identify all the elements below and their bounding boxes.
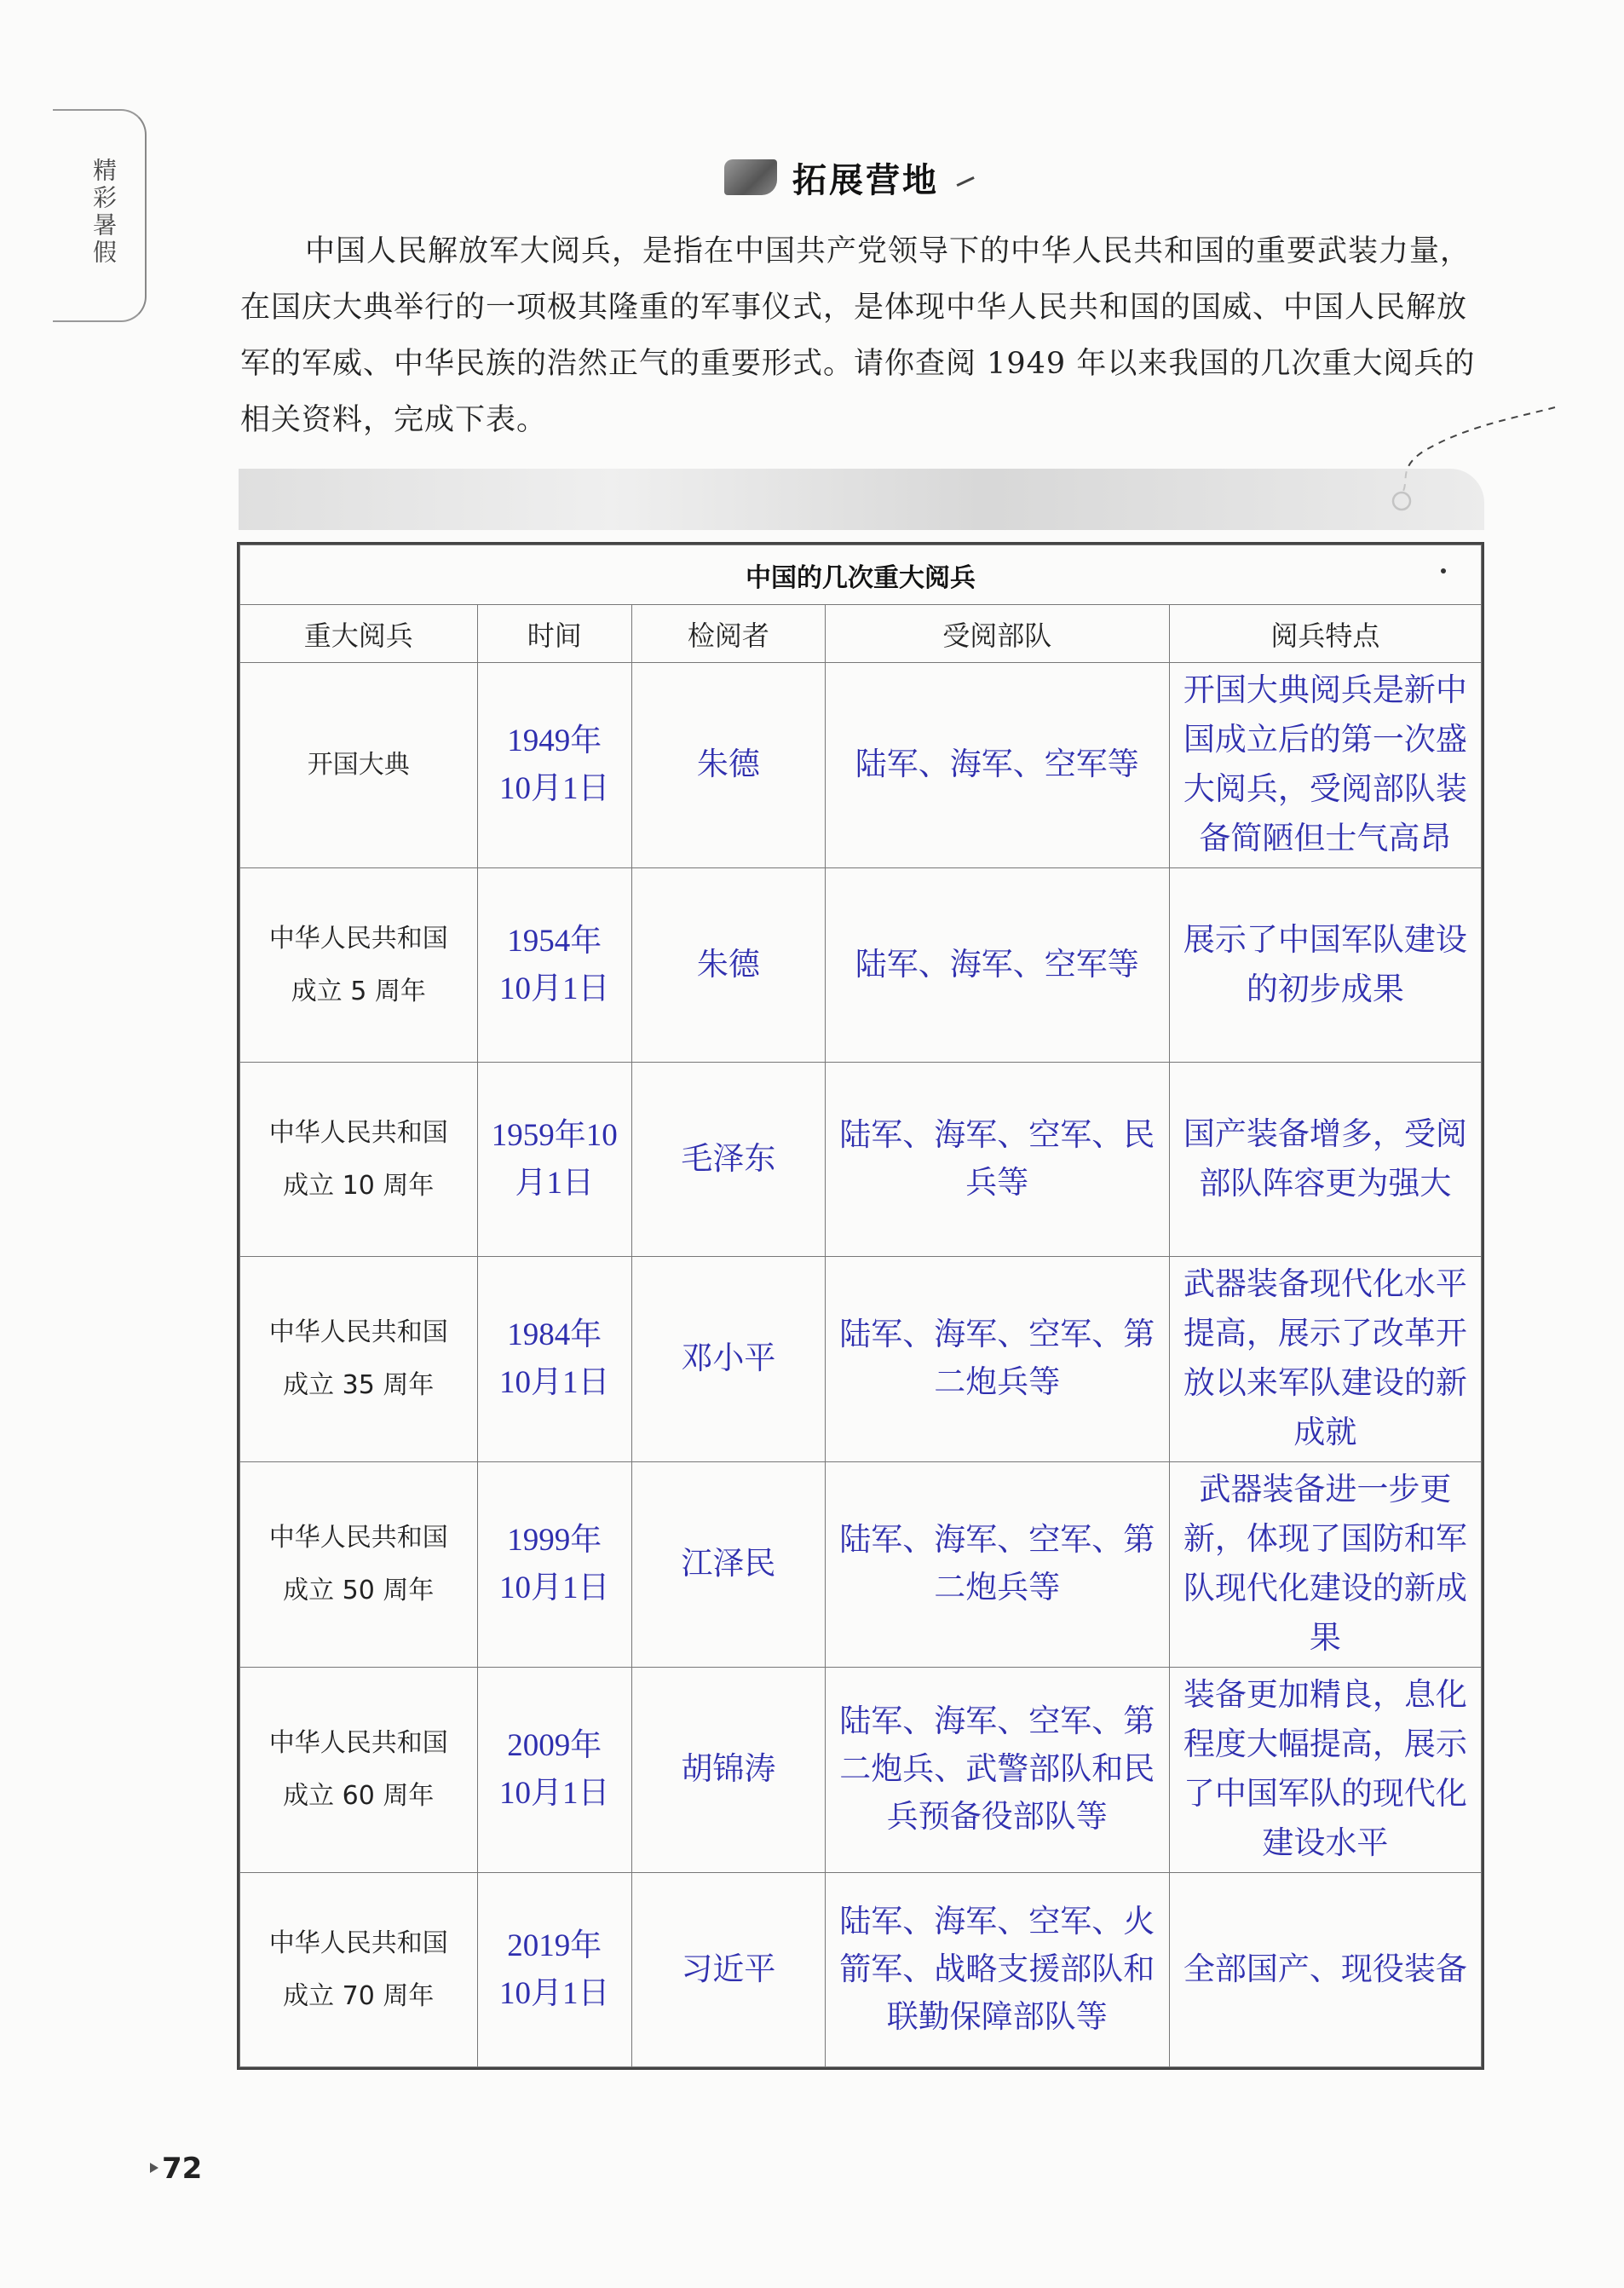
reviewer-cell: 习近平 — [631, 1873, 825, 2067]
time-line2: 10月1日 — [499, 771, 610, 806]
troops-cell: 陆军、海军、空军等 — [825, 663, 1169, 868]
feature-cell: 展示了中国军队建设的初步成果 — [1169, 868, 1481, 1063]
feature-cell: 全部国产、现役装备 — [1169, 1873, 1481, 2067]
event-cell — [240, 663, 478, 868]
time-cell — [477, 663, 631, 868]
time-line2: 10月1日 — [499, 1975, 610, 2011]
troops-cell: 陆军、海军、空军、第二炮兵等 — [825, 1257, 1169, 1462]
troops-cell: 陆军、海军、空军、民兵等 — [825, 1063, 1169, 1257]
time-cell — [477, 1462, 631, 1668]
event-cell — [240, 868, 478, 1063]
event-line2: 成立 5 周年 — [291, 976, 426, 1006]
table-row — [240, 1462, 1482, 1668]
parade-table — [237, 542, 1484, 2070]
intro-paragraph: 中国人民解放军大阅兵，是指在中国共产党领导下的中华人民共和国的重要武装力量，在国庆大典举行的一项极其隆重的军事仪式，是体现中华人民共和国的国威、中国人民解放军的军威、中华民族的浩然正气的重要形式。请你查阅 1949 年以来我国的几次重大阅兵的相关资料，完成下表。 — [240, 234, 1476, 437]
troops-cell: 陆军、海军、空军等 — [825, 868, 1169, 1063]
feature-cell: 武器装备进一步更新，体现了国防和军队现代化建设的新成果 — [1169, 1462, 1481, 1668]
time-line2: 10月1日 — [499, 971, 610, 1006]
section-header — [724, 152, 973, 203]
table-caption: 中国的几次重大阅兵 — [240, 545, 1482, 605]
event-line1: 开国大典 — [307, 750, 410, 780]
time-line1: 2019年 — [507, 1928, 602, 1963]
header-event: 重大阅兵 — [240, 605, 478, 663]
time-cell — [477, 1257, 631, 1462]
troops-cell: 陆军、海军、空军、第二炮兵、武警部队和民兵预备役部队等 — [825, 1668, 1169, 1873]
event-line2: 成立 70 周年 — [283, 1980, 435, 2011]
table-row — [240, 1873, 1482, 2067]
header-features: 阅兵特点 — [1169, 605, 1481, 663]
event-line1: 中华人民共和国 — [268, 1728, 448, 1758]
table-row — [240, 663, 1482, 868]
time-cell — [477, 1668, 631, 1873]
table-row — [240, 1668, 1482, 1873]
time-line2: 月1日 — [515, 1165, 594, 1201]
event-line1: 中华人民共和国 — [268, 923, 448, 954]
table-banner — [239, 469, 1484, 530]
brush-stroke-icon — [724, 159, 777, 195]
event-cell — [240, 1668, 478, 1873]
event-line2: 成立 60 周年 — [283, 1781, 435, 1811]
event-cell — [240, 1873, 478, 2067]
page-arrow-icon — [150, 2163, 158, 2173]
event-line1: 中华人民共和国 — [268, 1523, 448, 1553]
page-number: 72 — [162, 2152, 203, 2186]
reviewer-cell: 朱德 — [631, 868, 825, 1063]
time-cell — [477, 1873, 631, 2067]
troops-cell: 陆军、海军、空军、火箭军、战略支援部队和联勤保障部队等 — [825, 1873, 1169, 2067]
table-row — [240, 1257, 1482, 1462]
time-line1: 1949年 — [507, 723, 602, 758]
time-line2: 10月1日 — [499, 1365, 610, 1400]
event-line2: 成立 50 周年 — [283, 1576, 435, 1605]
header-troops: 受阅部队 — [825, 605, 1169, 663]
event-line2: 成立 35 周年 — [283, 1370, 435, 1400]
event-line2: 成立 10 周年 — [283, 1170, 435, 1201]
table-row — [240, 868, 1482, 1063]
reviewer-cell: 江泽民 — [631, 1462, 825, 1668]
header-reviewer: 检阅者 — [631, 605, 825, 663]
troops-cell: 陆军、海军、空军、第二炮兵等 — [825, 1462, 1169, 1668]
feature-cell: 武器装备现代化水平提高，展示了改革开放以来军队建设的新成就 — [1169, 1257, 1481, 1462]
header-time: 时间 — [477, 605, 631, 663]
time-line1: 1959年10 — [491, 1117, 618, 1153]
time-line2: 10月1日 — [499, 1570, 610, 1605]
time-cell — [477, 868, 631, 1063]
side-tab-label: 精彩暑假 — [89, 158, 118, 267]
event-cell — [240, 1462, 478, 1668]
event-cell — [240, 1257, 478, 1462]
reviewer-cell: 朱德 — [631, 663, 825, 868]
feature-cell: 国产装备增多，受阅部队阵容更为强大 — [1169, 1063, 1481, 1257]
event-line1: 中华人民共和国 — [268, 1117, 448, 1148]
table-row — [240, 1063, 1482, 1257]
time-line2: 10月1日 — [499, 1776, 610, 1811]
time-line1: 1999年 — [507, 1523, 602, 1558]
reviewer-cell: 胡锦涛 — [631, 1668, 825, 1873]
feature-cell: 开国大典阅兵是新中国成立后的第一次盛大阅兵，受阅部队装备简陋但士气高昂 — [1169, 663, 1481, 868]
event-line1: 中华人民共和国 — [268, 1928, 448, 1958]
time-line1: 1954年 — [507, 923, 602, 959]
feature-cell: 装备更加精良，息化程度大幅提高，展示了中国军队的现代化建设水平 — [1169, 1668, 1481, 1873]
section-title: 拓展营地 — [792, 160, 939, 200]
event-cell — [240, 1063, 478, 1257]
event-line1: 中华人民共和国 — [268, 1317, 448, 1347]
dot-mark — [1441, 568, 1446, 573]
pen-stroke-icon — [953, 168, 974, 186]
reviewer-cell: 邓小平 — [631, 1257, 825, 1462]
time-line1: 1984年 — [507, 1317, 602, 1352]
time-line1: 2009年 — [507, 1728, 602, 1763]
reviewer-cell: 毛泽东 — [631, 1063, 825, 1257]
time-cell — [477, 1063, 631, 1257]
